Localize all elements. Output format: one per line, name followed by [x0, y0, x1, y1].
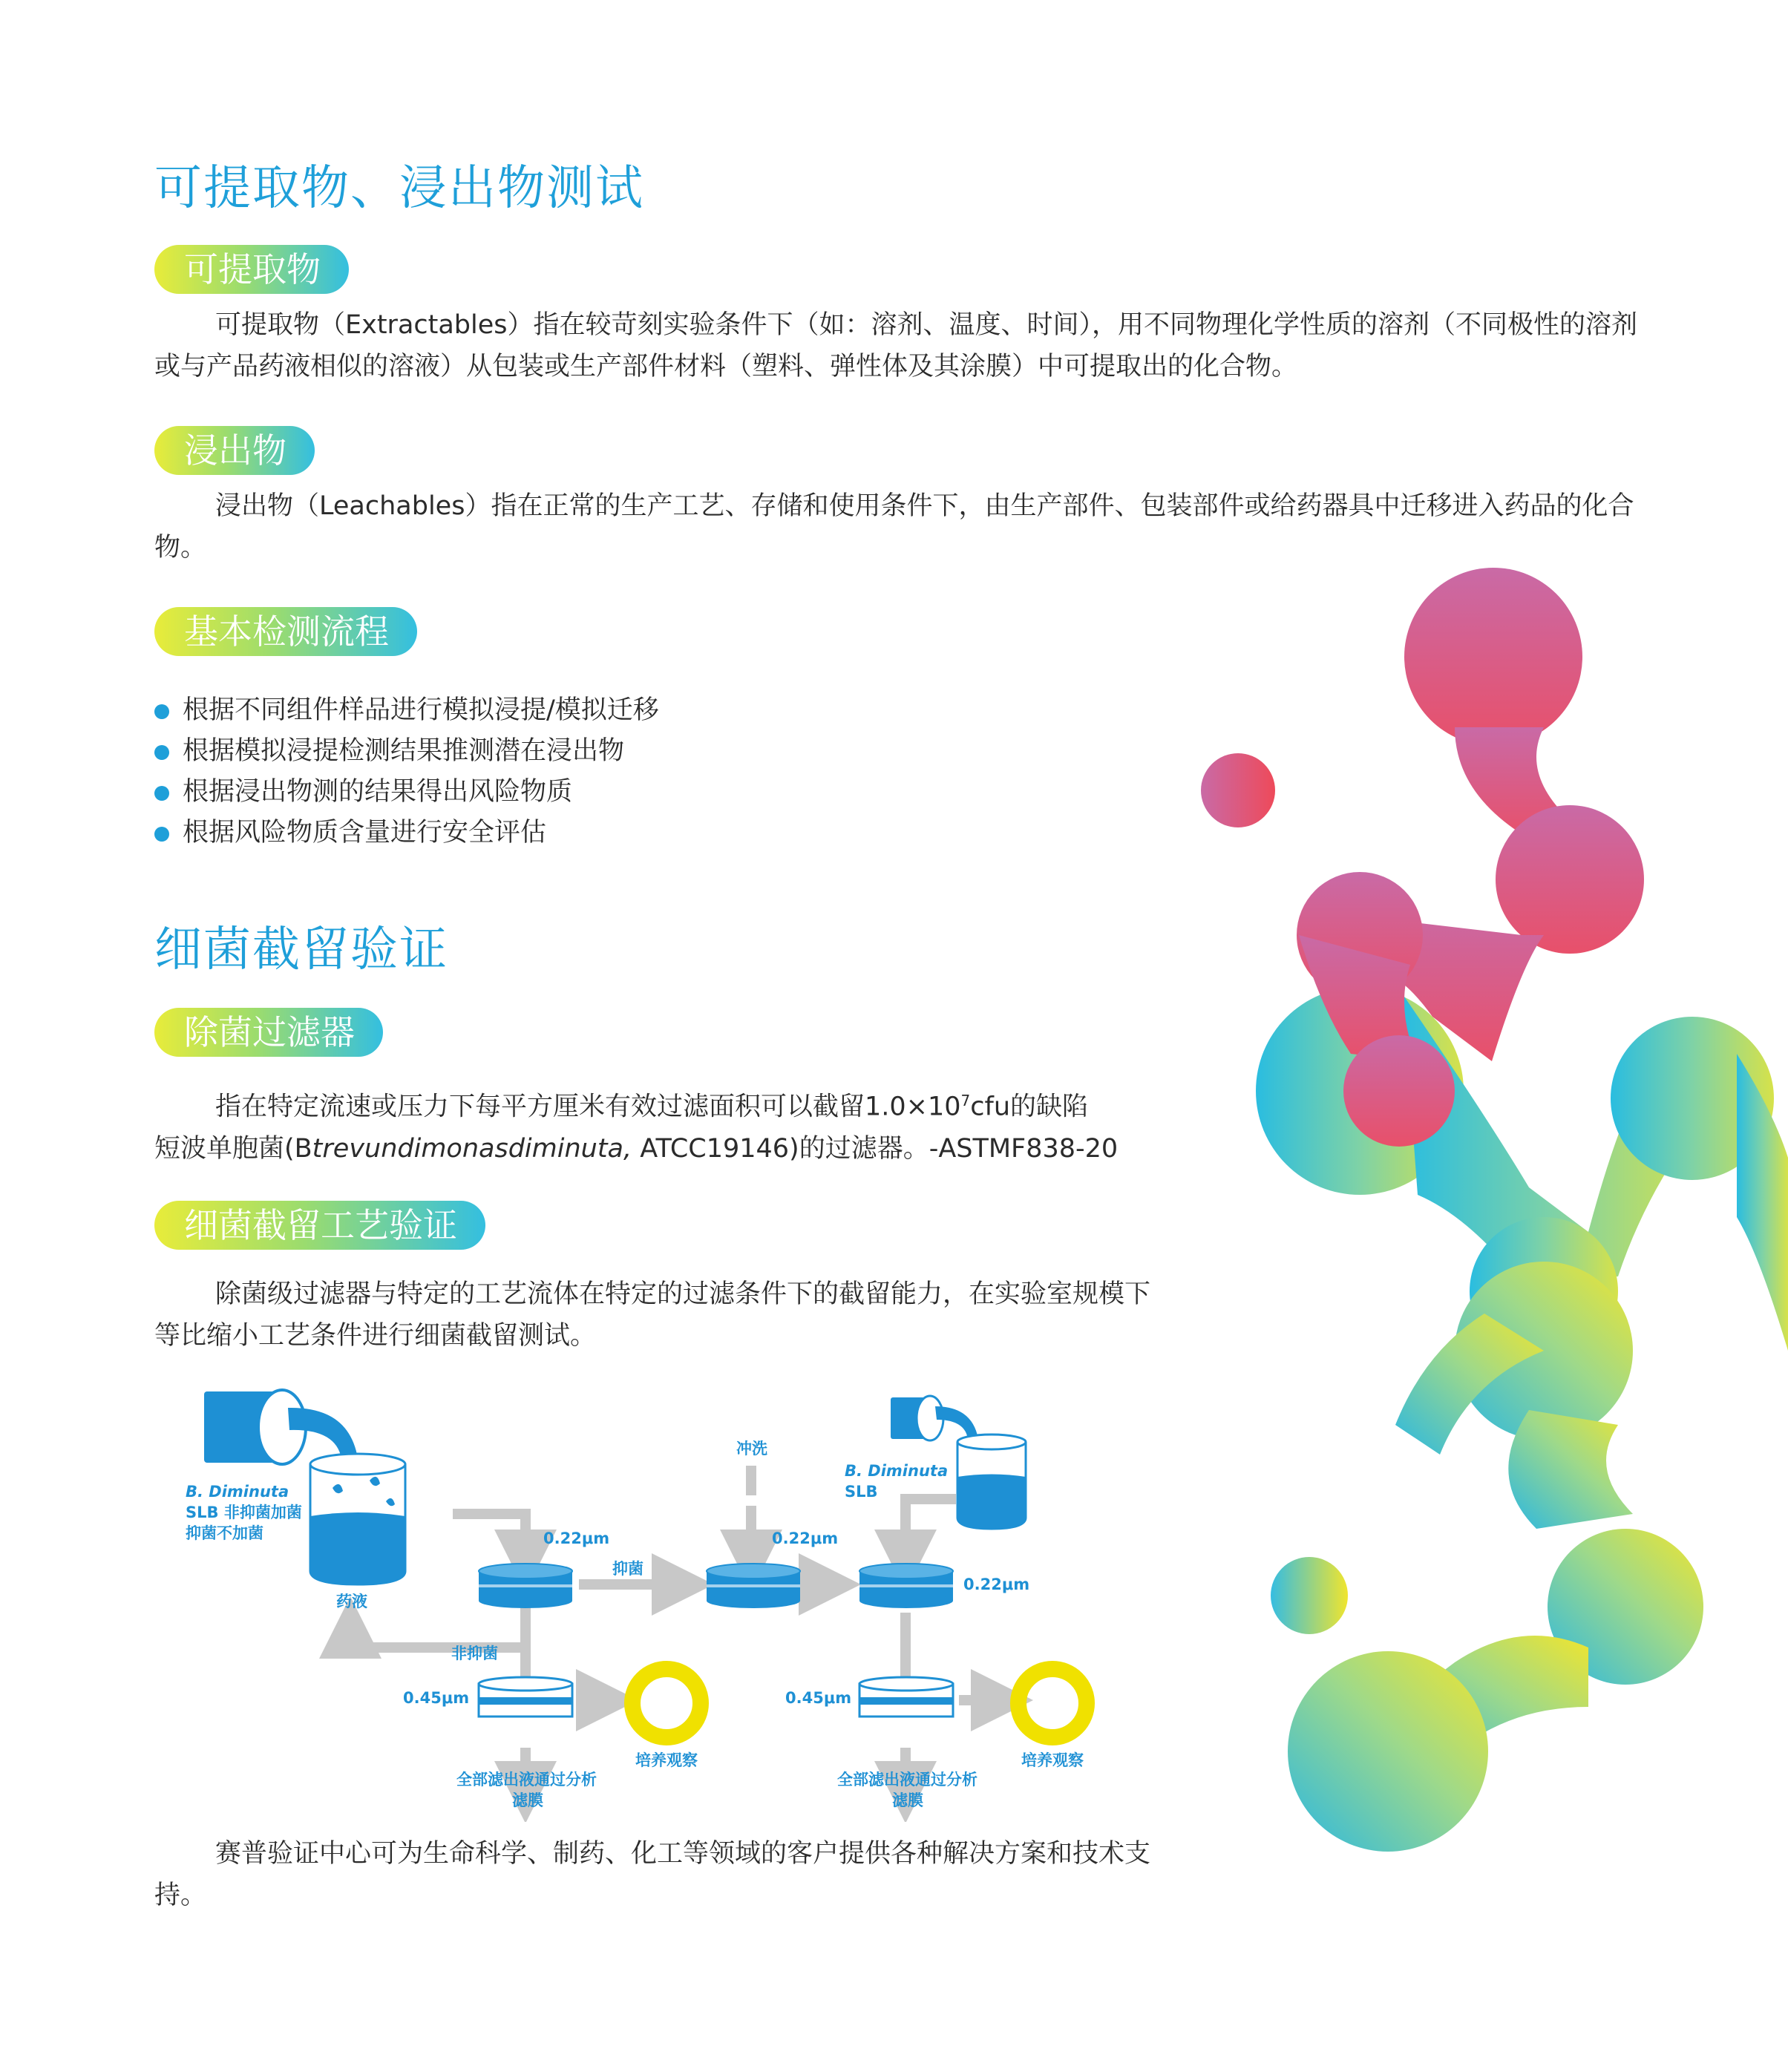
bacterial-retention-diagram	[163, 1377, 1128, 1822]
filter-022-b-icon	[707, 1564, 800, 1608]
label-pore-022-a: 0.22μm	[543, 1530, 610, 1547]
label-b-diminuta-right: B. Diminuta	[845, 1462, 949, 1480]
extractables-text: 可提取物（Extractables）指在较苛刻实验条件下（如：溶剂、温度、时间），用不同物理化学性质的溶剂（不同极性的溶剂或与产品药液相似的溶液）从包装或生产部件材料（塑料、弹性体及其涂膜）中可提取出的化合物。	[154, 310, 1638, 381]
label-non-inhibit: 非抑菌	[451, 1645, 498, 1662]
list-item: 根据风险物质含量进行安全评估	[154, 813, 659, 853]
section2-title: 细菌截留验证	[154, 922, 448, 977]
label-pore-022-b: 0.22μm	[772, 1530, 839, 1547]
extractables-paragraph	[154, 304, 1646, 387]
label-rinse: 冲洗	[736, 1440, 767, 1458]
label-pore-022-c: 0.22μm	[963, 1576, 1030, 1593]
list-item: 根据浸出物测的结果得出风险物质	[154, 772, 659, 813]
bullet-icon	[154, 786, 169, 801]
filter-paragraph: 指在特定流速或压力下每平方厘米有效过滤面积可以截留$1.0\times 10^7cfu$的缺陷 短波单胞菌(Btrevundimonasdiminuta, ATCC19146)的过滤器。-ASTMF838-20	[154, 1092, 1119, 1164]
label-culture-a: 培养观察	[635, 1751, 698, 1769]
closing-paragraph: 赛普验证中心可为生命科学、制药、化工等领域的客户提供各种解决方案和技术支持。	[154, 1839, 1151, 1910]
filter-tag: 除菌过滤器	[154, 1008, 383, 1057]
label-drug-liquid: 药液	[336, 1593, 367, 1610]
label-inhibit-no-bacteria: 抑菌不加菌	[186, 1524, 263, 1542]
leachables-text: 浸出物（Leachables）指在正常的生产工艺、存储和使用条件下，由生产部件、包装部件或给药器具中迁移进入药品的化合物。	[154, 491, 1634, 563]
label-filtrate-a-1: 全部滤出液通过分析	[456, 1771, 597, 1789]
molecule-bottom-chain	[1288, 1262, 1703, 1852]
culture-dish-a-icon	[632, 1669, 701, 1737]
label-filtrate-b-1: 全部滤出液通过分析	[837, 1771, 977, 1789]
bullet-icon	[154, 745, 169, 760]
filter-022-c-icon	[859, 1564, 953, 1608]
beaker-icon	[310, 1454, 405, 1584]
label-pore-045-b: 0.45μm	[785, 1689, 852, 1707]
label-b-diminuta-left: B. Diminuta	[186, 1483, 289, 1501]
filter-045-b-icon	[859, 1677, 953, 1717]
extractables-tag: 可提取物	[154, 245, 349, 294]
validation-paragraph: 除菌级过滤器与特定的工艺流体在特定的过滤条件下的截留能力，在实验室规模下等比缩小工艺条件进行细菌截留测试。	[154, 1279, 1151, 1351]
list-item: 根据不同组件样品进行模拟浸提/模拟迁移	[154, 690, 659, 731]
validation-tag: 细菌截留工艺验证	[154, 1201, 485, 1250]
small-beaker-icon	[957, 1435, 1026, 1529]
label-slb-left: SLB 非抑菌加菌	[186, 1504, 302, 1521]
leachables-tag: 浸出物	[154, 426, 315, 475]
molecule-small-pink-dot	[1201, 753, 1275, 827]
bullet-icon	[154, 827, 169, 842]
label-filtrate-a-2: 滤膜	[512, 1791, 543, 1809]
culture-dish-b-icon	[1018, 1669, 1087, 1737]
filter-045-a-icon	[479, 1677, 572, 1717]
decorative-molecule-graphic	[1173, 549, 1788, 1885]
label-slb-right: SLB	[845, 1483, 878, 1501]
process-tag: 基本检测流程	[154, 607, 417, 656]
label-inhibit: 抑菌	[612, 1560, 644, 1578]
bullet-icon	[154, 704, 169, 719]
molecule-small-yellow-dot	[1271, 1557, 1348, 1634]
filter-022-a-icon	[479, 1564, 572, 1608]
section1-title: 可提取物、浸出物测试	[154, 161, 644, 216]
list-item: 根据模拟浸提检测结果推测潜在浸出物	[154, 731, 659, 772]
label-culture-b: 培养观察	[1021, 1751, 1084, 1769]
label-pore-045-a: 0.45μm	[403, 1689, 470, 1707]
label-filtrate-b-2: 滤膜	[892, 1791, 923, 1809]
process-list	[154, 690, 659, 853]
